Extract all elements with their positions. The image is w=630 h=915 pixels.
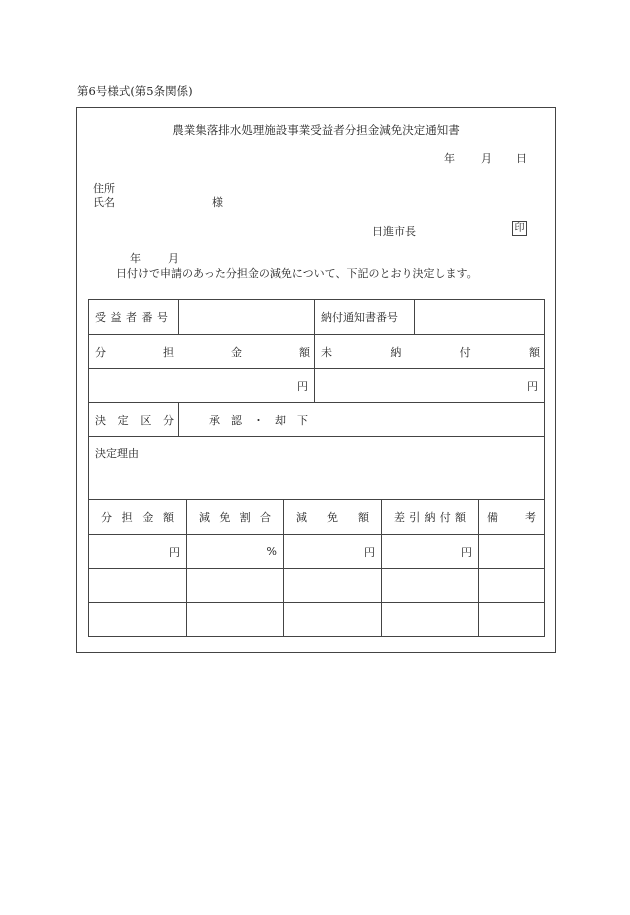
yen-unit: 円 [169,545,180,559]
cell-empty[interactable] [284,603,382,637]
beneficiary-number-field[interactable] [179,300,315,335]
header-reduction-rate: 減免割合 [187,500,284,535]
body-month: 月 [168,252,179,265]
date-day: 日 [516,152,527,165]
reduction-table [88,499,545,637]
address-label: 住所 [93,182,115,195]
cell-reduction-rate[interactable] [187,535,284,569]
yen-unit: 円 [527,379,538,393]
body-year: 年 [130,252,141,265]
cell-assessment[interactable] [89,535,187,569]
yen-unit: 円 [297,379,308,393]
assessment-amount-label: 分担金額 [89,335,315,369]
body-text: 日付けで申請のあった分担金の減免について、下記のとおり決定します。 [116,267,478,280]
cell-empty[interactable] [382,603,479,637]
info-table [88,299,545,500]
beneficiary-number-label: 受益者番号 [89,300,179,335]
name-label: 氏名 [93,196,115,209]
date-line [444,150,527,166]
notice-number-field[interactable] [415,300,545,335]
yen-unit: 円 [461,545,472,559]
assessment-amount-field[interactable] [89,369,315,403]
decision-type-label: 決定区分 [89,403,179,437]
unpaid-amount-label: 未納付額 [315,335,545,369]
notice-number-label: 納付通知書番号 [315,300,415,335]
cell-net-payment[interactable] [382,535,479,569]
cell-empty[interactable] [89,603,187,637]
header-assessment: 分担金額 [89,500,187,535]
decision-reason-label: 決定理由 [95,447,139,460]
cell-empty[interactable] [89,569,187,603]
date-month: 月 [481,152,492,165]
cell-reduction-amount[interactable] [284,535,382,569]
yen-unit: 円 [364,545,375,559]
mayor-label: 日進市長 [372,225,416,238]
header-remarks: 備考 [479,500,545,535]
notice-body [93,251,553,281]
honorific-label: 様 [212,196,223,209]
seal-stamp: 印 [512,221,527,236]
header-reduction-amount: 減免額 [284,500,382,535]
cell-empty[interactable] [187,569,284,603]
decision-options[interactable]: 承 認 ・ 却 下 [179,403,545,437]
cell-empty[interactable] [187,603,284,637]
cell-empty[interactable] [479,603,545,637]
unpaid-amount-field[interactable] [315,369,545,403]
cell-empty[interactable] [479,569,545,603]
date-year: 年 [444,152,455,165]
cell-empty[interactable] [284,569,382,603]
document-title: 農業集落排水処理施設事業受益者分担金減免決定通知書 [172,123,460,137]
form-number-label: 第6号様式(第5条関係) [77,84,193,98]
percent-unit: % [266,545,277,558]
cell-remarks[interactable] [479,535,545,569]
cell-empty[interactable] [382,569,479,603]
decision-reason-field[interactable] [89,437,545,500]
header-net-payment: 差引納付額 [382,500,479,535]
